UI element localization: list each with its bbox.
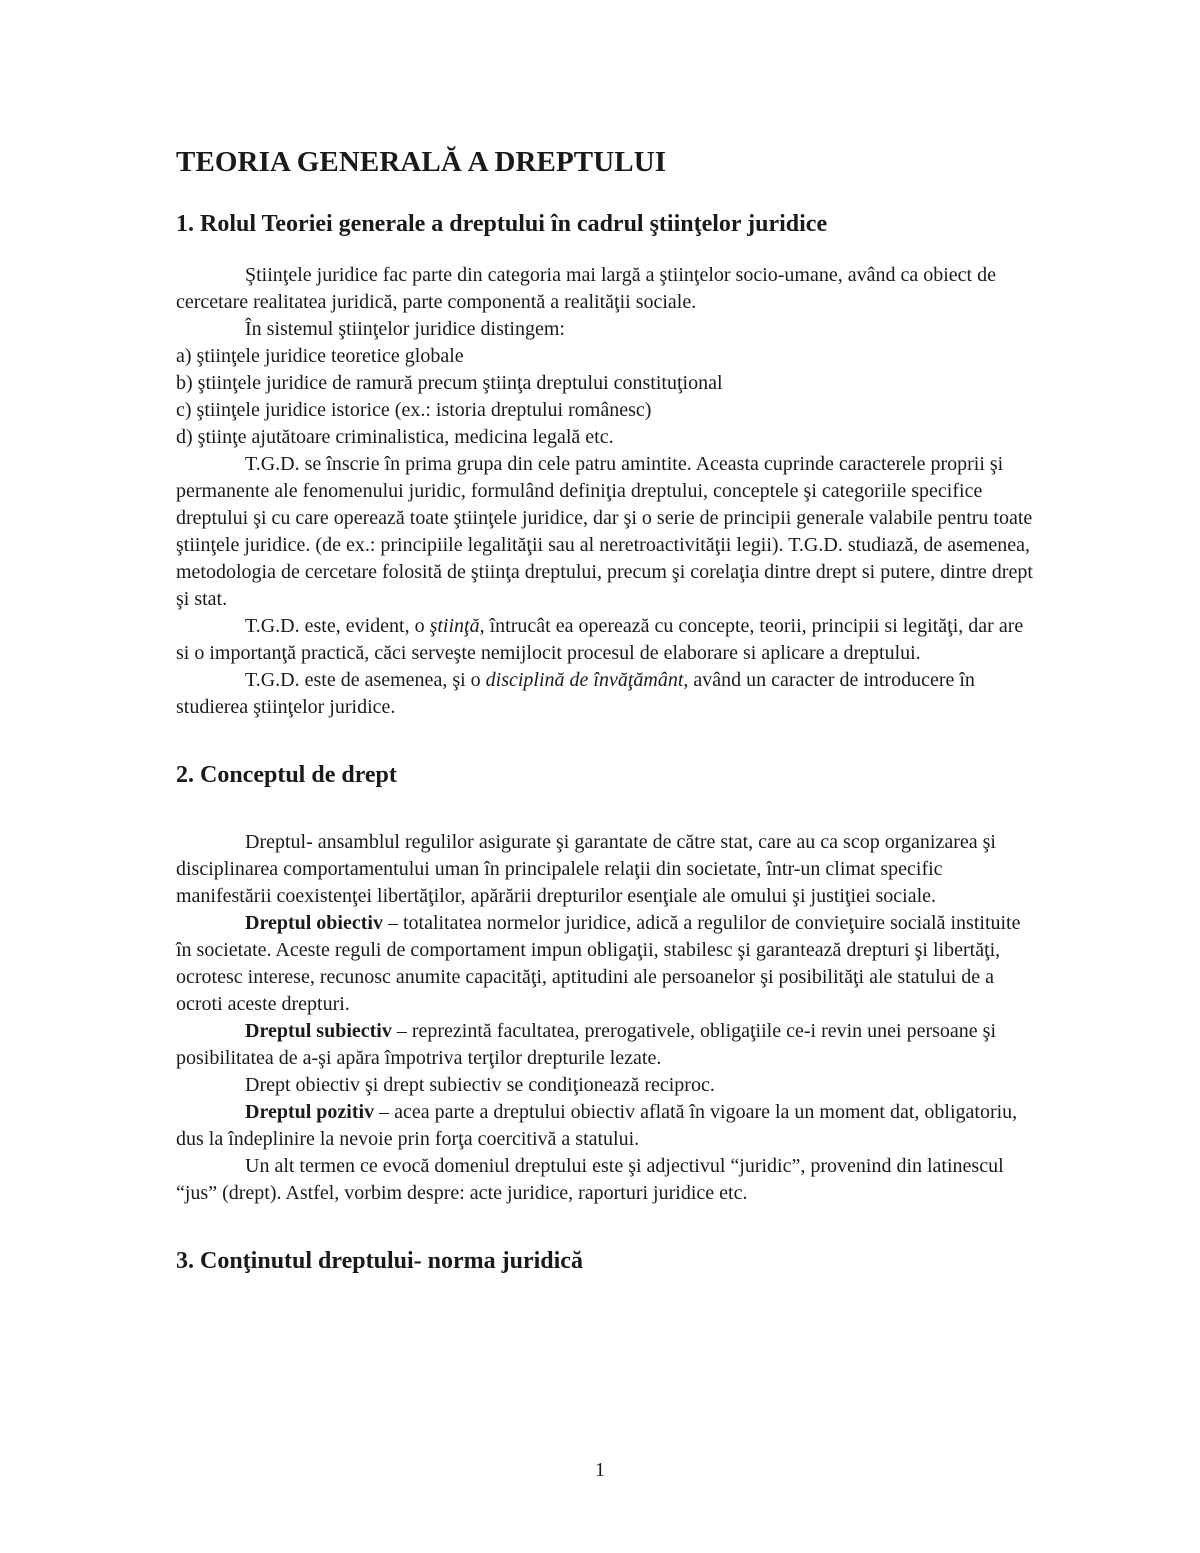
- paragraph-text: T.G.D. este de asemenea, şi o: [245, 669, 486, 691]
- section-2-heading: 2. Conceptul de drept: [176, 762, 397, 788]
- section-1-paragraph-2: În sistemul ştiinţelor juridice distingem:: [245, 318, 565, 340]
- section-1-paragraph-3: T.G.D. se înscrie în prima grupa din cele patru amintite. Aceasta cuprinde caracterele proprii şi permanente ale fenomenului juridic, formulând definiţia dreptului, conceptele şi categoriile specifice dreptului şi cu care operează toate ştiinţele juridice, dar şi o serie de principii generale valabile pentru toate ştiinţele juridice. (de ex.: principiile legalităţii sau al neretroactivităţii legii). T.G.D. studiază, de asemenea, metodologia de cercetare folosită de ştiinţa dreptului, precum şi corelaţia dintre drept si putere, dintre drept şi stat.: [176, 453, 1033, 610]
- paragraph-text: – reprezintă facultatea, prerogativele, obligaţiile ce-i revin unei persoane şi posibilitatea de a-şi apăra împotriva terţilor drepturile lezate.: [176, 1020, 997, 1069]
- section-2-paragraph-6: Un alt termen ce evocă domeniul dreptului este şi adjectivul “juridic”, provenind din latinescul “jus” (drept). Astfel, vorbim despre: acte juridice, raporturi juridice etc.: [176, 1155, 1004, 1204]
- section-2-paragraph-3: [176, 1018, 1036, 1072]
- document-title: TEORIA GENERALĂ A DREPTULUI: [176, 146, 667, 178]
- list-item-b: b) ştiinţele juridice de ramură precum ştiinţa dreptului constituţional: [176, 372, 723, 394]
- paragraph-text: , întrucât ea operează cu concepte, teorii, principii si legităţi, dar are si o importanţă practică, căci serveşte nemijlocit procesul de elaborare si aplicare a dreptului.: [176, 615, 1024, 664]
- bold-term-drept-pozitiv: Dreptul pozitiv: [245, 1101, 375, 1123]
- paragraph-text: T.G.D. este, evident, o: [245, 615, 430, 637]
- bold-term-drept-subiectiv: Dreptul subiectiv: [245, 1020, 392, 1042]
- italic-term-stiinta: ştiinţă: [429, 615, 480, 637]
- section-2-paragraph-1: Dreptul- ansamblul regulilor asigurate şi garantate de către stat, care au ca scop organizarea şi disciplinarea comportamentului uman în principalele relaţii din societate, într-un climat specific manifestării coexistenţei libertăţilor, apărării drepturilor esenţiale ale omului şi justiţiei sociale.: [176, 831, 996, 907]
- list-item-c: c) ştiinţele juridice istorice (ex.: istoria dreptului românesc): [176, 399, 652, 421]
- section-2-paragraph-4: Drept obiectiv şi drept subiectiv se condiţionează reciproc.: [245, 1074, 715, 1096]
- paragraph-text: – totalitatea normelor juridice, adică a regulilor de convieţuire socială instituite în societate. Aceste reguli de comportament impun obligaţii, stabilesc şi garantează drepturi şi libertăţi, ocrotesc interese, recunosc anumite capacităţi, aptitudini ale persoanelor şi posibilităţi ale statului de a ocroti aceste drepturi.: [176, 912, 1021, 1015]
- section-1-paragraph-4: [176, 613, 1036, 667]
- section-2-paragraph-5: [176, 1099, 1036, 1153]
- section-3-heading: 3. Conţinutul dreptului- norma juridică: [176, 1248, 583, 1274]
- list-item-d: d) ştiinţe ajutătoare criminalistica, medicina legală etc.: [176, 426, 614, 448]
- list-item-a: a) ştiinţele juridice teoretice globale: [176, 345, 464, 367]
- paragraph-text: , având un caracter de introducere în studierea ştiinţelor juridice.: [176, 669, 975, 718]
- paragraph-text: – acea parte a dreptului obiectiv aflată în vigoare la un moment dat, obligatoriu, dus la îndeplinire la nevoie prin forţa coercitivă a statului.: [176, 1101, 1018, 1150]
- italic-term-disciplina: disciplină de învăţământ: [485, 669, 684, 691]
- section-1-heading: 1. Rolul Teoriei generale a dreptului în cadrul ştiinţelor juridice: [176, 211, 828, 237]
- section-1-paragraph-5: [176, 667, 1036, 721]
- bold-term-drept-obiectiv: Dreptul obiectiv: [245, 912, 383, 934]
- section-1-paragraph-1: Ştiinţele juridice fac parte din categoria mai largă a ştiinţelor socio-umane, având ca obiect de cercetare realitatea juridică, parte componentă a realităţii sociale.: [176, 264, 996, 313]
- page-number: 1: [595, 1459, 605, 1481]
- page-content: [176, 142, 1036, 1277]
- section-2-paragraph-2: [176, 910, 1036, 1018]
